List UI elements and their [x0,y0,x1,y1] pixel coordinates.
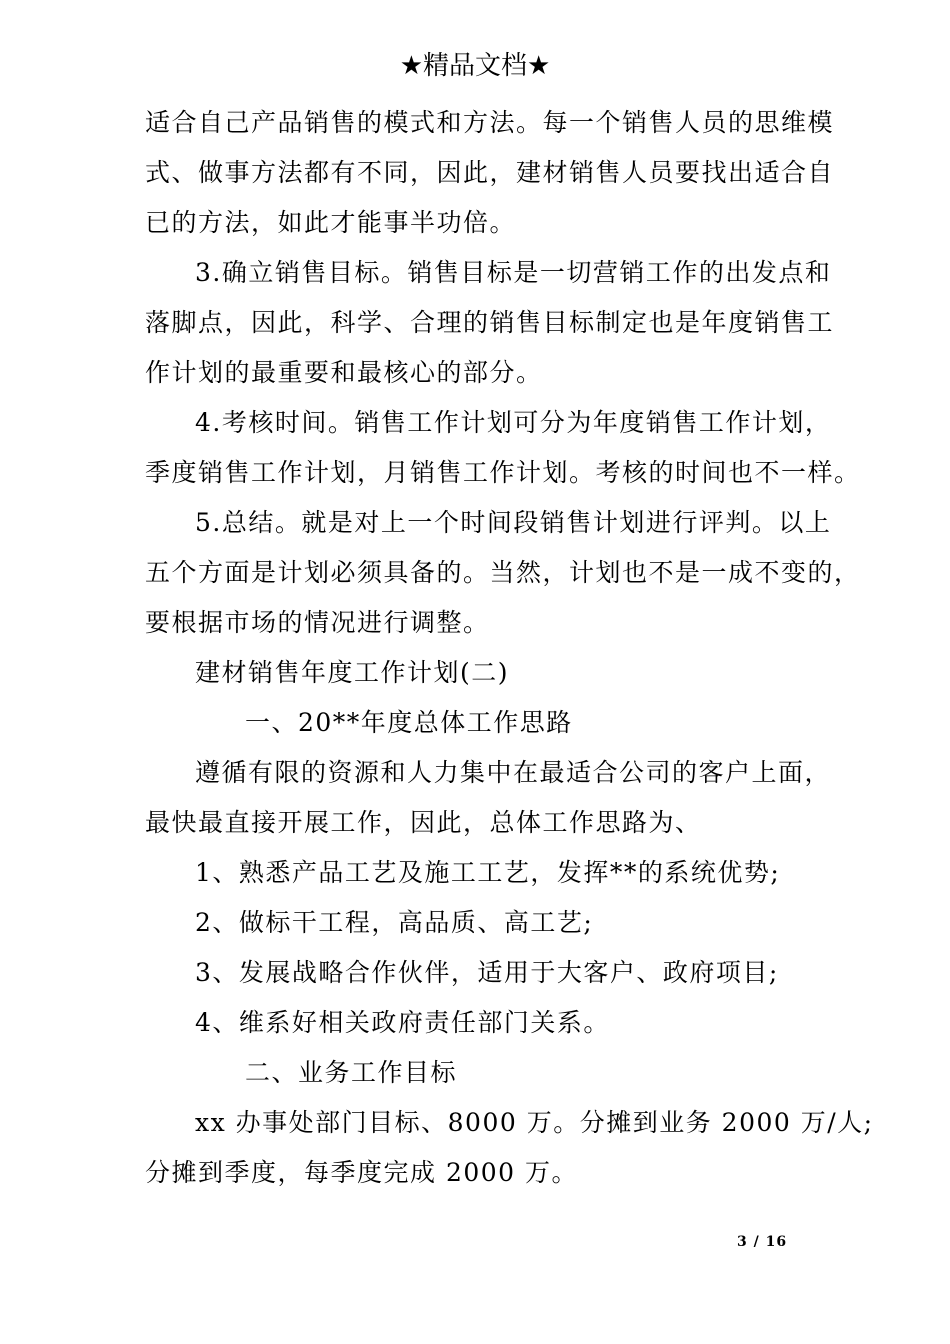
text-line: 最快最直接开展工作，因此，总体工作思路为、 [145,808,702,837]
list-item: 4、维系好相关政府责任部门关系。 [195,1008,610,1037]
text-line: 5.总结。就是对上一个时间段销售计划进行评判。以上 [195,508,832,537]
section-heading: 二、业务工作目标 [245,1058,458,1087]
list-item: 2、做标干工程，高品质、高工艺; [195,908,594,937]
list-item: 1、熟悉产品工艺及施工工艺，发挥**的系统优势; [195,858,781,887]
text-line: 要根据市场的情况进行调整。 [145,608,490,637]
text-line: 遵循有限的资源和人力集中在最适合公司的客户上面， [195,758,832,787]
page-number: 3 / 16 [737,1234,788,1250]
text-line: 4.考核时间。销售工作计划可分为年度销售工作计划， [195,408,832,437]
text-line: 已的方法，如此才能事半功倍。 [145,208,517,237]
text-line: xx 办事处部门目标、8000 万。分摊到业务 2000 万/人; [195,1108,874,1137]
document-body [145,98,874,1198]
text-line: 适合自己产品销售的模式和方法。每一个销售人员的思维模 [145,108,835,137]
text-line: 季度销售工作计划，月销售工作计划。考核的时间也不一样。 [145,458,861,487]
text-line: 3.确立销售目标。销售目标是一切营销工作的出发点和 [195,258,832,287]
list-item: 3、发展战略合作伙伴，适用于大客户、政府项目; [195,958,779,987]
section-heading: 一、20**年度总体工作思路 [245,708,573,737]
text-line: 作计划的最重要和最核心的部分。 [145,358,543,387]
text-line: 式、做事方法都有不同，因此，建材销售人员要找出适合自 [145,158,835,187]
section-title: 建材销售年度工作计划(二) [195,658,510,687]
text-line: 落脚点，因此，科学、合理的销售目标制定也是年度销售工 [145,308,835,337]
text-line: 五个方面是计划必须具备的。当然，计划也不是一成不变的， [145,558,861,587]
page-header-title: ★精品文档★ [399,51,551,81]
text-line: 分摊到季度，每季度完成 2000 万。 [145,1158,579,1187]
